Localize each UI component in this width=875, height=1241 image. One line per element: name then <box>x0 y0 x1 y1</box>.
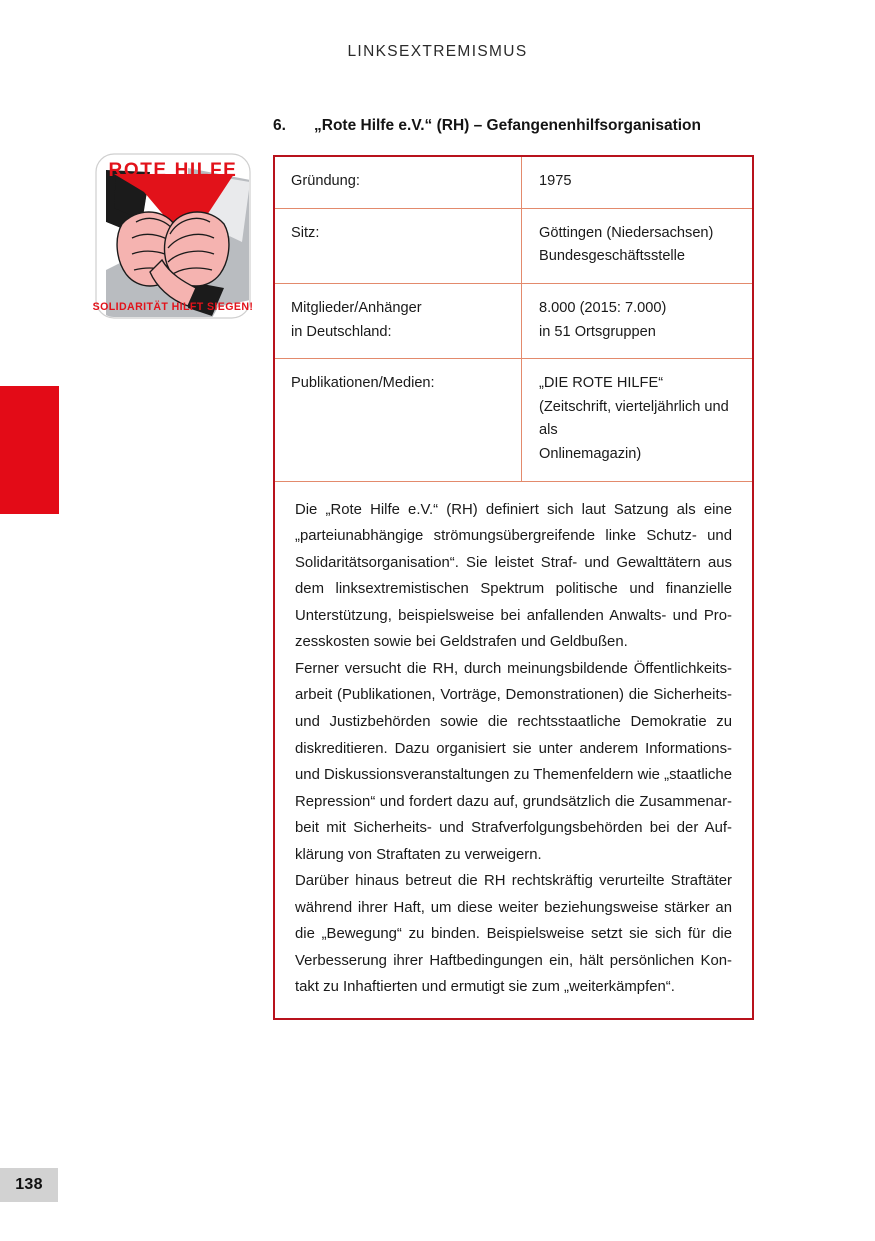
text-line: und Justizbehörden sowie die rechtsstaatliche Demokratie zu <box>295 714 732 731</box>
table-cell-label <box>275 359 522 482</box>
table-cell-value <box>522 359 753 482</box>
margin-tab <box>0 386 59 514</box>
organisation-factbox <box>273 155 754 1020</box>
fact-value-line: „DIE ROTE HILFE“ <box>539 375 664 392</box>
fact-label: Gründung: <box>291 173 360 189</box>
page-number <box>0 1168 58 1202</box>
paragraph <box>295 868 732 1001</box>
text-line: arbeit (Publikationen, Vorträge, Demonstrationen) die Sicherheits- <box>295 687 732 704</box>
fact-label: in Deutschland: <box>291 323 392 340</box>
table-row <box>275 157 752 208</box>
text-line: „parteiunabhängige strömungsübergreifende linke Schutz- und <box>295 528 732 545</box>
fact-value-line: 1975 <box>539 173 572 189</box>
paragraph <box>295 497 732 656</box>
fact-value-line: 8.000 (2015: 7.000) <box>539 299 667 316</box>
logo-top-text: ROTE HILFE <box>108 160 238 181</box>
table-cell-label <box>275 283 522 358</box>
fact-label: Publikationen/Medien: <box>291 375 435 392</box>
table-row <box>275 359 752 482</box>
text-line: Solidaritätsorganisation“. Sie leistet Straf- und Gewalttätern aus <box>295 554 732 571</box>
table-cell-value <box>522 157 753 208</box>
fact-value-line: Göttingen (Niedersachsen) <box>539 224 714 241</box>
text-line: während ihrer Haft, um diese weiter beziehungsweise stärker an <box>295 899 732 916</box>
page-number-label: 138 <box>15 1176 43 1193</box>
table-cell-value <box>522 208 753 283</box>
text-line: die „Bewegung“ zu binden. Beispielsweise setzt sie sich für die <box>295 926 732 943</box>
text-line: klärung von Straftaten zu verweigern. <box>295 846 542 863</box>
text-line: Unterstützung, beispielsweise bei anfallenden Anwalts- und Pro- <box>295 607 732 624</box>
page-title <box>273 117 773 135</box>
running-head: LINKSEXTREMISMUS <box>347 43 528 60</box>
text-line: dem linksextremistischen Spektrum politische und finanzielle <box>295 581 732 598</box>
section-number: 6. <box>273 117 286 134</box>
logo-bottom-text: SOLIDARITÄT HILFT SIEGEN! <box>92 301 254 313</box>
fact-value-line: in 51 Ortsgruppen <box>539 323 656 340</box>
table-cell-label <box>275 157 522 208</box>
fact-value-line: (Zeitschrift, vierteljährlich und als <box>539 398 729 439</box>
text-line: Die „Rote Hilfe e.V.“ (RH) definiert sich laut Satzung als eine <box>295 501 732 518</box>
text-line: und Diskussionsveranstaltungen zu Themenfeldern wie „staatliche <box>295 767 732 784</box>
fact-label: Sitz: <box>291 224 320 241</box>
table-cell-label <box>275 208 522 283</box>
text-line: Repression“ und fordert dazu auf, grundsätzlich die Zusammenar- <box>295 793 732 810</box>
fact-value-line: Onlinemagazin) <box>539 446 642 463</box>
section-title: „Rote Hilfe e.V.“ (RH) – Gefangenenhilfsorganisation <box>314 117 701 134</box>
fact-value-line: Bundesgeschäftsstelle <box>539 248 686 265</box>
description-text <box>275 482 752 1018</box>
text-line: Darüber hinaus betreut die RH rechtskräftig verurteilte Straftäter <box>295 873 732 890</box>
fact-label: Mitglieder/Anhänger <box>291 299 422 316</box>
rote-hilfe-logo <box>92 150 254 322</box>
text-line: takt zu Inhaftierten und ermutigt sie zum „weiterkämpfen“. <box>295 979 675 996</box>
text-line: Ferner versucht die RH, durch meinungsbildende Öffentlichkeits- <box>295 660 732 677</box>
text-line: beit mit Sicherheits- und Strafverfolgungsbehörden bei der Auf- <box>295 820 732 837</box>
fact-table <box>275 157 752 482</box>
text-line: diskreditieren. Dazu organisiert sie unter anderem Informations- <box>295 740 732 757</box>
table-cell-value <box>522 283 753 358</box>
text-line: zesskosten sowie bei Geldstrafen und Geldbußen. <box>295 634 628 651</box>
text-line: Verbesserung ihrer Haftbedingungen ein, hält persönlichen Kon- <box>295 952 732 969</box>
paragraph <box>295 656 732 868</box>
table-row <box>275 208 752 283</box>
table-row <box>275 283 752 358</box>
